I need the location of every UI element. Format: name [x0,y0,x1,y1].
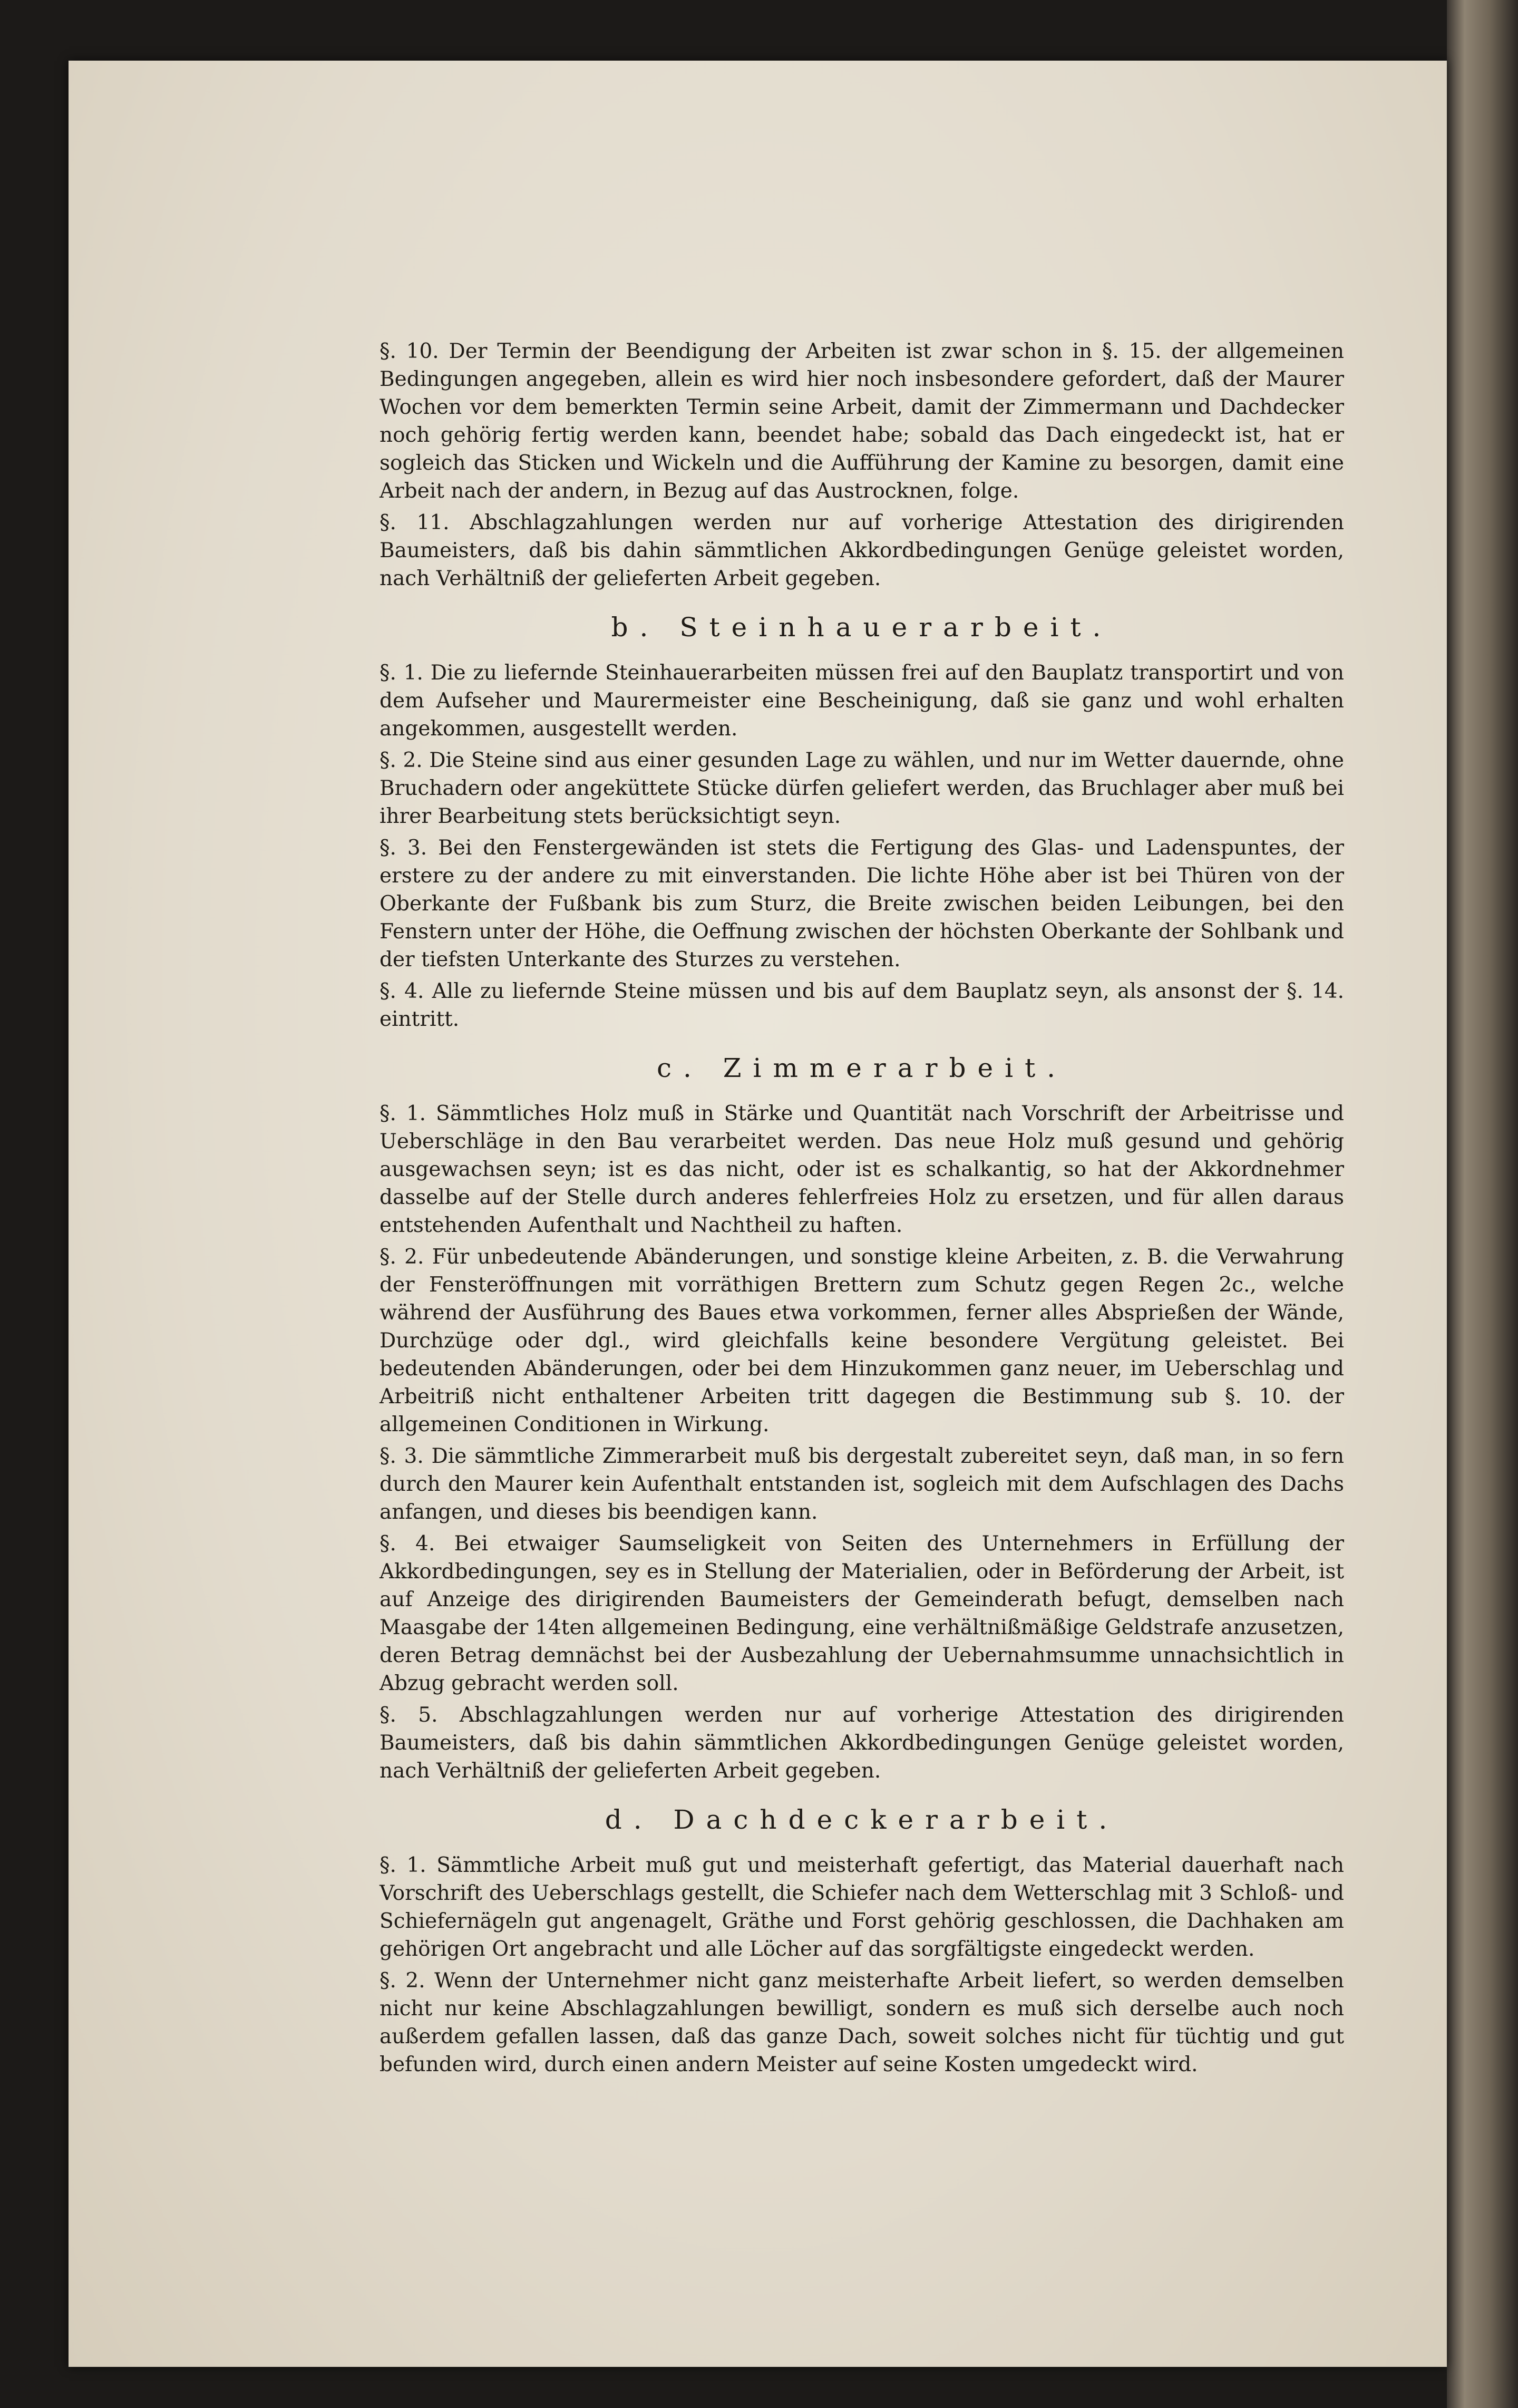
heading-zimmerarbeit: c. Zimmerarbeit. [656,1053,1067,1083]
paragraph-c-5: §. 5. Abschlagzahlungen werden nur auf vorherige Attestation des dirigirenden Baumeisters, daß bis dahin sämmtlichen Akkordbedingungen Genüge geleistet worden, nach Verhältniß der gelieferten Arbeit gegeben. [380,1703,1344,1783]
background-right-edge [1447,0,1518,2408]
paragraph-b-3: §. 3. Bei den Fenstergewänden ist stets die Fertigung des Glas- und Ladenspuntes, der erstere zu der andere zu mit einverstanden. Die lichte Höhe aber ist bei Thüren von der Oberkante der Fußbank bis zum Sturz, die Breite zwischen beiden Leibungen, bei den Fenstern unter der Höhe, die Oeffnung zwischen der höchsten Oberkante der Sohlbank und der tiefsten Unterkante des Sturzes zu verstehen. [380,836,1344,972]
paragraph-c-3: §. 3. Die sämmtliche Zimmerarbeit muß bis dergestalt zubereitet seyn, daß man, in so fern durch den Maurer kein Aufenthalt entstanden ist, sogleich mit dem Aufschlagen des Dachs anfangen, und dieses bis beendigen kann. [380,1444,1344,1524]
paragraph-d-1: §. 1. Sämmtliche Arbeit muß gut und meisterhaft gefertigt, das Material dauerhaft nach Vorschrift des Ueberschlags gestellt, die Schiefer nach dem Wetterschlag mit 3 Schloß- und Schiefernägeln gut angenagelt, Gräthe und Forst gehörig geschlossen, die Dachhaken am gehörigen Ort angebracht und alle Löcher auf das sorgfältigste eingedeckt werden. [380,1853,1344,1961]
paragraph-b-4: §. 4. Alle zu liefernde Steine müssen und bis auf dem Bauplatz seyn, als ansonst der §. 14. eintritt. [380,979,1344,1031]
paragraph-c-1: §. 1. Sämmtliches Holz muß in Stärke und Quantität nach Vorschrift der Arbeitrisse und Ueberschläge in den Bau verarbeitet werden. Das neue Holz muß gesund und gehörig ausgewachsen seyn; ist es das nicht, oder ist es schalkantig, so hat der Akkordnehmer dasselbe auf der Stelle durch anderes fehlerfreies Holz zu ersetzen, und für allen daraus entstehenden Aufenthalt und Nachtheil zu haften. [380,1102,1344,1237]
paragraph-c-4: §. 4. Bei etwaiger Saumseligkeit von Seiten des Unternehmers in Erfüllung der Akkordbedingungen, sey es in Stellung der Materialien, oder in Beförderung der Arbeit, ist auf Anzeige des dirigirenden Baumeisters der Gemeinderath befugt, demselben nach Maasgabe der 14ten allgemeinen Bedingung, eine verhältnißmäßige Geldstrafe anzusetzen, deren Betrag demnächst bei der Ausbezahlung der Uebernahmsumme unnachsichtlich in Abzug gebracht werden soll. [380,1532,1344,1695]
paragraph-c-2: §. 2. Für unbedeutende Abänderungen, und sonstige kleine Arbeiten, z. B. die Verwahrung der Fensteröffnungen mit vorräthigen Brettern zum Schutz gegen Regen 2c., welche während der Ausführung des Baues etwa vorkommen, ferner alles Absprießen der Wände, Durchzüge oder dgl., wird gleichfalls keine besondere Vergütung geleistet. Bei bedeutenden Abänderungen, oder bei dem Hinzukommen ganz neuer, im Ueberschlag und Arbeitriß nicht enthaltener Arbeiten tritt dagegen die Bestimmung sub §. 10. der allgemeinen Conditionen in Wirkung. [380,1245,1344,1436]
paragraph-a-10: §. 10. Der Termin der Beendigung der Arbeiten ist zwar schon in §. 15. der allgemeinen Bedingungen angegeben, allein es wird hier noch insbesondere gefordert, daß der Maurer Wochen vor dem bemerkten Termin seine Arbeit, damit der Zimmermann und Dachdecker noch gehörig fertig werden kann, beendet habe; sobald das Dach eingedeckt ist, hat er sogleich das Sticken und Wickeln und die Aufführung der Kamine zu besorgen, damit eine Arbeit nach der andern, in Bezug auf das Austrocknen, folge. [380,339,1344,503]
paragraph-a-11: §. 11. Abschlagzahlungen werden nur auf vorherige Attestation des dirigirenden Baumeisters, daß bis dahin sämmtlichen Akkordbedingungen Genüge geleistet worden, nach Verhältniß der gelieferten Arbeit gegeben. [380,511,1344,590]
heading-steinhauerarbeit: b. Steinhauerarbeit. [611,612,1113,643]
document-text [380,337,1344,2082]
paragraph-b-1: §. 1. Die zu liefernde Steinhauerarbeiten müssen frei auf den Bauplatz transportirt und von dem Aufseher und Maurermeister eine Bescheinigung, daß sie ganz und wohl erhalten angekommen, ausgestellt werden. [380,661,1344,741]
paragraph-d-2: §. 2. Wenn der Unternehmer nicht ganz meisterhafte Arbeit liefert, so werden demselben nicht nur keine Abschlagzahlungen bewilligt, sondern es muß sich derselbe auch noch außerdem gefallen lassen, daß das ganze Dach, soweit solches nicht für tüchtig und gut befunden wird, durch einen andern Meister auf seine Kosten umgedeckt wird. [380,1969,1344,2076]
heading-dachdeckerarbeit: d. Dachdeckerarbeit. [605,1804,1119,1835]
paragraph-b-2: §. 2. Die Steine sind aus einer gesunden Lage zu wählen, und nur im Wetter dauernde, ohne Bruchadern oder angeküttete Stücke dürfen geliefert werden, das Bruchlager aber muß bei ihrer Bearbeitung stets berücksichtigt seyn. [380,749,1344,828]
